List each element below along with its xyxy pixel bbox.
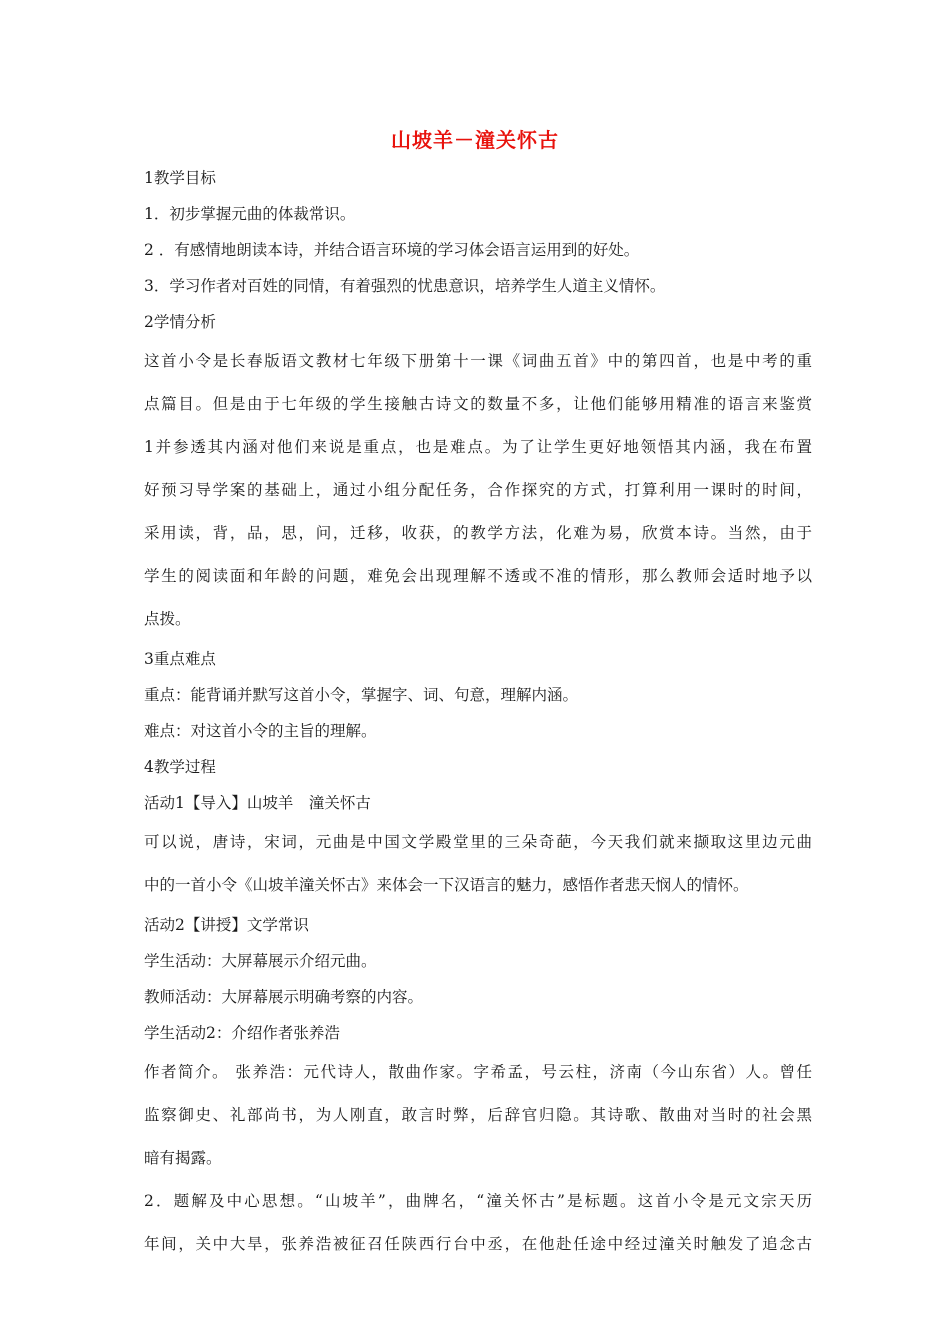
paragraph-line: 这首小令是长春版语文教材七年级下册第十一课《词曲五首》中的第四首，也是中考的重 [144, 352, 812, 370]
paragraph [144, 340, 812, 641]
paragraph [144, 821, 812, 907]
paragraph-line: 好预习导学案的基础上，通过小组分配任务，合作探究的方式，打算利用一课时的时间， [144, 481, 812, 499]
text-line: 1．初步掌握元曲的体裁常识。 [144, 205, 356, 223]
paragraph-line: 采用读，背，品，思，问，迁移，收获，的教学方法，化难为易，欣赏本诗。当然，由于 [144, 524, 812, 542]
paragraph-line: 点拨。 [144, 610, 191, 628]
paragraph [144, 1051, 812, 1180]
text-line: 活动2【讲授】文学常识 [144, 916, 309, 934]
text-line: 难点：对这首小令的主旨的理解。 [144, 722, 377, 740]
text-line: 重点：能背诵并默写这首小令，掌握字、词、句意，理解内涵。 [144, 686, 579, 704]
text-line: 3．学习作者对百姓的同情，有着强烈的忧患意识，培养学生人道主义情怀。 [144, 277, 666, 295]
paragraph-line: 作者简介。 张养浩：元代诗人，散曲作家。字希孟，号云柱，济南（今山东省）人。曾任 [144, 1063, 812, 1081]
paragraph-line: 年间，关中大旱，张养浩被征召任陕西行台中丞，在他赴任途中经过潼关时触发了追念古 [144, 1235, 812, 1253]
paragraph-line: 暗有揭露。 [144, 1149, 222, 1167]
document-body [144, 160, 812, 1266]
text-line: 学生活动2：介绍作者张养浩 [144, 1024, 340, 1042]
text-line: 3重点难点 [144, 650, 216, 668]
text-line: 1教学目标 [144, 169, 216, 187]
text-line: 2 ．有感情地朗读本诗，并结合语言环境的学习体会语言运用到的好处。 [144, 241, 640, 259]
text-line: 4教学过程 [144, 758, 216, 776]
text-line: 学生活动：大屏幕展示介绍元曲。 [144, 952, 377, 970]
text-line: 教师活动：大屏幕展示明确考察的内容。 [144, 988, 424, 1006]
paragraph [144, 1180, 812, 1266]
paragraph-line: 点篇目。但是由于七年级的学生接触古诗文的数量不多，让他们能够用精准的语言来鉴赏 [144, 395, 812, 413]
paragraph-line: 中的一首小令《山坡羊潼关怀古》来体会一下汉语言的魅力，感悟作者悲天悯人的情怀。 [144, 876, 749, 894]
paragraph-line: 1并参透其内涵对他们来说是重点，也是难点。为了让学生更好地领悟其内涵，我在布置 [144, 438, 812, 456]
paragraph-line: 学生的阅读面和年龄的问题，难免会出现理解不透或不准的情形，那么教师会适时地予以 [144, 567, 812, 585]
text-line: 2学情分析 [144, 313, 216, 331]
paragraph-line: 监察御史、礼部尚书，为人刚直，敢言时弊，后辞官归隐。其诗歌、散曲对当时的社会黑 [144, 1106, 812, 1124]
text-line: 活动1【导入】山坡羊 潼关怀古 [144, 794, 371, 812]
paragraph-line: 可以说，唐诗，宋词，元曲是中国文学殿堂里的三朵奇葩，今天我们就来撷取这里边元曲 [144, 833, 812, 851]
paragraph-line: 2．题解及中心思想。“山坡羊”，曲牌名，“潼关怀古”是标题。这首小令是元文宗天历 [144, 1192, 812, 1210]
document-title: 山坡羊－潼关怀古 [391, 128, 559, 152]
